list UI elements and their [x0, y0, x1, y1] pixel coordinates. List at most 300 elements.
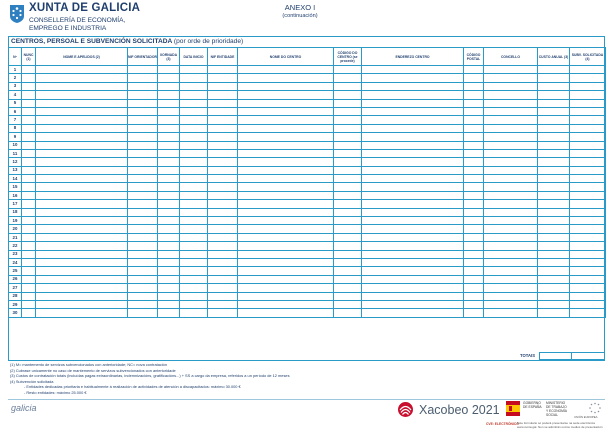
table-cell[interactable]: [538, 258, 570, 266]
table-cell[interactable]: [238, 267, 334, 275]
table-cell[interactable]: [158, 225, 180, 233]
table-cell[interactable]: [36, 91, 128, 99]
table-cell[interactable]: [208, 175, 238, 183]
table-cell[interactable]: [128, 74, 158, 82]
table-cell[interactable]: [484, 74, 538, 82]
table-cell[interactable]: [22, 133, 36, 141]
table-cell[interactable]: [464, 175, 484, 183]
table-cell[interactable]: [238, 292, 334, 300]
table-cell[interactable]: [362, 250, 464, 258]
table-cell[interactable]: [208, 300, 238, 308]
table-cell[interactable]: [208, 124, 238, 132]
table-cell[interactable]: [36, 191, 128, 199]
table-cell[interactable]: [180, 175, 208, 183]
table-cell[interactable]: [362, 133, 464, 141]
table-cell[interactable]: [334, 250, 362, 258]
table-cell[interactable]: [128, 275, 158, 283]
table-cell[interactable]: [538, 267, 570, 275]
table-cell[interactable]: [238, 258, 334, 266]
table-cell[interactable]: [238, 141, 334, 149]
table-cell[interactable]: [570, 275, 606, 283]
table-cell[interactable]: [36, 284, 128, 292]
table-cell[interactable]: [22, 74, 36, 82]
table-cell[interactable]: [484, 267, 538, 275]
table-cell[interactable]: [334, 158, 362, 166]
table-cell[interactable]: [22, 258, 36, 266]
table-cell[interactable]: [570, 74, 606, 82]
table-cell[interactable]: [484, 233, 538, 241]
table-cell[interactable]: [36, 124, 128, 132]
table-cell[interactable]: [128, 183, 158, 191]
table-cell[interactable]: [158, 292, 180, 300]
table-cell[interactable]: [570, 258, 606, 266]
table-cell[interactable]: [128, 258, 158, 266]
table-cell[interactable]: [36, 133, 128, 141]
table-cell[interactable]: [22, 158, 36, 166]
table-cell[interactable]: [128, 309, 158, 317]
table-cell[interactable]: [180, 191, 208, 199]
table-cell[interactable]: [128, 124, 158, 132]
table-cell[interactable]: [36, 292, 128, 300]
table-cell[interactable]: [334, 208, 362, 216]
table-cell[interactable]: [128, 191, 158, 199]
table-cell[interactable]: [22, 166, 36, 174]
table-cell[interactable]: [208, 217, 238, 225]
table-cell[interactable]: [22, 250, 36, 258]
table-cell[interactable]: [464, 225, 484, 233]
table-cell[interactable]: [464, 200, 484, 208]
table-cell[interactable]: [22, 242, 36, 250]
table-cell[interactable]: [464, 275, 484, 283]
table-cell[interactable]: [362, 284, 464, 292]
table-cell[interactable]: [22, 217, 36, 225]
table-cell[interactable]: [484, 107, 538, 115]
table-cell[interactable]: [238, 309, 334, 317]
table-cell[interactable]: [538, 284, 570, 292]
table-cell[interactable]: [22, 284, 36, 292]
table-cell[interactable]: [208, 74, 238, 82]
table-cell[interactable]: [362, 149, 464, 157]
table-cell[interactable]: [238, 250, 334, 258]
table-cell[interactable]: [158, 275, 180, 283]
table-cell[interactable]: [464, 309, 484, 317]
table-cell[interactable]: [22, 149, 36, 157]
table-cell[interactable]: [158, 191, 180, 199]
table-cell[interactable]: [208, 158, 238, 166]
table-cell[interactable]: [538, 149, 570, 157]
table-cell[interactable]: [208, 66, 238, 74]
table-cell[interactable]: [464, 300, 484, 308]
table-cell[interactable]: [538, 141, 570, 149]
table-cell[interactable]: [334, 99, 362, 107]
table-cell[interactable]: [36, 300, 128, 308]
table-cell[interactable]: [570, 133, 606, 141]
table-cell[interactable]: [570, 149, 606, 157]
table-cell[interactable]: [484, 217, 538, 225]
table-cell[interactable]: [334, 191, 362, 199]
table-cell[interactable]: [158, 208, 180, 216]
table-cell[interactable]: [238, 133, 334, 141]
table-cell[interactable]: [128, 82, 158, 90]
table-cell[interactable]: [158, 82, 180, 90]
table-cell[interactable]: [334, 141, 362, 149]
table-cell[interactable]: [128, 166, 158, 174]
table-cell[interactable]: [36, 82, 128, 90]
table-cell[interactable]: [538, 183, 570, 191]
table-cell[interactable]: [464, 124, 484, 132]
table-cell[interactable]: [362, 183, 464, 191]
table-cell[interactable]: [484, 225, 538, 233]
table-cell[interactable]: [570, 292, 606, 300]
table-cell[interactable]: [334, 91, 362, 99]
table-cell[interactable]: [36, 275, 128, 283]
table-cell[interactable]: [464, 258, 484, 266]
table-cell[interactable]: [22, 191, 36, 199]
table-cell[interactable]: [464, 149, 484, 157]
table-cell[interactable]: [158, 309, 180, 317]
table-cell[interactable]: [22, 91, 36, 99]
table-cell[interactable]: [334, 275, 362, 283]
table-cell[interactable]: [22, 66, 36, 74]
table-cell[interactable]: [362, 124, 464, 132]
table-cell[interactable]: [484, 275, 538, 283]
table-cell[interactable]: [570, 175, 606, 183]
table-cell[interactable]: [538, 275, 570, 283]
table-cell[interactable]: [158, 66, 180, 74]
table-cell[interactable]: [128, 200, 158, 208]
table-cell[interactable]: [238, 107, 334, 115]
table-cell[interactable]: [208, 267, 238, 275]
table-cell[interactable]: [538, 66, 570, 74]
table-cell[interactable]: [128, 99, 158, 107]
table-cell[interactable]: [208, 149, 238, 157]
table-cell[interactable]: [36, 107, 128, 115]
table-cell[interactable]: [538, 74, 570, 82]
table-cell[interactable]: [484, 292, 538, 300]
table-cell[interactable]: [128, 175, 158, 183]
table-cell[interactable]: [36, 309, 128, 317]
table-cell[interactable]: [464, 133, 484, 141]
table-cell[interactable]: [362, 82, 464, 90]
table-cell[interactable]: [538, 175, 570, 183]
table-cell[interactable]: [570, 91, 606, 99]
table-cell[interactable]: [208, 133, 238, 141]
table-cell[interactable]: [158, 91, 180, 99]
table-cell[interactable]: [208, 107, 238, 115]
table-cell[interactable]: [538, 292, 570, 300]
table-cell[interactable]: [238, 116, 334, 124]
table-cell[interactable]: [22, 233, 36, 241]
table-cell[interactable]: [334, 66, 362, 74]
table-cell[interactable]: [238, 183, 334, 191]
table-cell[interactable]: [238, 284, 334, 292]
table-cell[interactable]: [208, 292, 238, 300]
table-cell[interactable]: [362, 275, 464, 283]
table-cell[interactable]: [208, 200, 238, 208]
table-cell[interactable]: [538, 217, 570, 225]
table-cell[interactable]: [238, 91, 334, 99]
table-cell[interactable]: [128, 141, 158, 149]
table-cell[interactable]: [180, 258, 208, 266]
table-cell[interactable]: [208, 82, 238, 90]
table-cell[interactable]: [464, 191, 484, 199]
table-cell[interactable]: [158, 200, 180, 208]
table-cell[interactable]: [570, 99, 606, 107]
table-cell[interactable]: [362, 66, 464, 74]
table-cell[interactable]: [238, 74, 334, 82]
table-cell[interactable]: [362, 233, 464, 241]
table-cell[interactable]: [464, 267, 484, 275]
table-cell[interactable]: [36, 217, 128, 225]
table-cell[interactable]: [158, 250, 180, 258]
table-cell[interactable]: [362, 242, 464, 250]
table-cell[interactable]: [334, 175, 362, 183]
totals-custo-cell[interactable]: [539, 352, 572, 360]
table-cell[interactable]: [180, 300, 208, 308]
table-cell[interactable]: [180, 208, 208, 216]
table-cell[interactable]: [570, 250, 606, 258]
table-cell[interactable]: [128, 66, 158, 74]
table-cell[interactable]: [180, 91, 208, 99]
table-cell[interactable]: [484, 116, 538, 124]
table-cell[interactable]: [36, 233, 128, 241]
table-cell[interactable]: [362, 309, 464, 317]
table-cell[interactable]: [464, 66, 484, 74]
table-cell[interactable]: [158, 124, 180, 132]
table-cell[interactable]: [570, 183, 606, 191]
table-cell[interactable]: [570, 267, 606, 275]
table-cell[interactable]: [36, 242, 128, 250]
table-cell[interactable]: [570, 82, 606, 90]
table-cell[interactable]: [180, 107, 208, 115]
table-cell[interactable]: [36, 149, 128, 157]
table-cell[interactable]: [128, 267, 158, 275]
table-cell[interactable]: [208, 242, 238, 250]
table-cell[interactable]: [208, 309, 238, 317]
table-cell[interactable]: [158, 158, 180, 166]
table-cell[interactable]: [22, 300, 36, 308]
table-cell[interactable]: [208, 191, 238, 199]
table-cell[interactable]: [362, 225, 464, 233]
table-cell[interactable]: [22, 82, 36, 90]
table-cell[interactable]: [22, 208, 36, 216]
table-cell[interactable]: [538, 300, 570, 308]
table-cell[interactable]: [484, 200, 538, 208]
table-cell[interactable]: [36, 116, 128, 124]
table-cell[interactable]: [158, 242, 180, 250]
table-cell[interactable]: [464, 233, 484, 241]
table-cell[interactable]: [158, 217, 180, 225]
table-cell[interactable]: [22, 309, 36, 317]
table-cell[interactable]: [180, 66, 208, 74]
table-cell[interactable]: [570, 225, 606, 233]
table-cell[interactable]: [538, 133, 570, 141]
table-cell[interactable]: [22, 267, 36, 275]
table-cell[interactable]: [538, 191, 570, 199]
table-cell[interactable]: [484, 149, 538, 157]
table-cell[interactable]: [128, 116, 158, 124]
table-cell[interactable]: [36, 250, 128, 258]
table-cell[interactable]: [362, 175, 464, 183]
table-cell[interactable]: [362, 116, 464, 124]
table-cell[interactable]: [570, 107, 606, 115]
table-cell[interactable]: [180, 200, 208, 208]
table-cell[interactable]: [570, 191, 606, 199]
table-cell[interactable]: [570, 116, 606, 124]
table-cell[interactable]: [36, 99, 128, 107]
table-cell[interactable]: [158, 99, 180, 107]
table-cell[interactable]: [334, 242, 362, 250]
table-cell[interactable]: [464, 250, 484, 258]
table-cell[interactable]: [464, 292, 484, 300]
table-cell[interactable]: [22, 275, 36, 283]
table-cell[interactable]: [238, 208, 334, 216]
table-cell[interactable]: [158, 284, 180, 292]
table-cell[interactable]: [158, 175, 180, 183]
table-cell[interactable]: [538, 200, 570, 208]
table-cell[interactable]: [180, 149, 208, 157]
table-cell[interactable]: [180, 166, 208, 174]
table-cell[interactable]: [128, 107, 158, 115]
table-cell[interactable]: [484, 309, 538, 317]
table-cell[interactable]: [570, 66, 606, 74]
table-cell[interactable]: [22, 116, 36, 124]
table-cell[interactable]: [538, 107, 570, 115]
table-cell[interactable]: [128, 284, 158, 292]
table-cell[interactable]: [362, 158, 464, 166]
table-cell[interactable]: [158, 116, 180, 124]
table-cell[interactable]: [208, 208, 238, 216]
table-cell[interactable]: [128, 242, 158, 250]
table-cell[interactable]: [238, 275, 334, 283]
table-cell[interactable]: [570, 284, 606, 292]
table-cell[interactable]: [464, 99, 484, 107]
table-cell[interactable]: [238, 242, 334, 250]
table-cell[interactable]: [362, 99, 464, 107]
table-cell[interactable]: [538, 158, 570, 166]
table-cell[interactable]: [208, 233, 238, 241]
table-cell[interactable]: [464, 166, 484, 174]
table-cell[interactable]: [36, 158, 128, 166]
table-cell[interactable]: [22, 292, 36, 300]
table-cell[interactable]: [180, 183, 208, 191]
table-cell[interactable]: [22, 99, 36, 107]
table-cell[interactable]: [180, 250, 208, 258]
table-cell[interactable]: [484, 91, 538, 99]
table-cell[interactable]: [22, 200, 36, 208]
table-cell[interactable]: [570, 124, 606, 132]
table-cell[interactable]: [538, 99, 570, 107]
table-cell[interactable]: [334, 166, 362, 174]
table-cell[interactable]: [238, 66, 334, 74]
table-cell[interactable]: [128, 300, 158, 308]
table-cell[interactable]: [464, 74, 484, 82]
table-cell[interactable]: [180, 217, 208, 225]
table-cell[interactable]: [570, 217, 606, 225]
table-cell[interactable]: [36, 183, 128, 191]
table-cell[interactable]: [128, 133, 158, 141]
table-cell[interactable]: [464, 158, 484, 166]
table-cell[interactable]: [334, 284, 362, 292]
table-cell[interactable]: [484, 242, 538, 250]
table-cell[interactable]: [334, 267, 362, 275]
table-cell[interactable]: [36, 141, 128, 149]
table-cell[interactable]: [158, 258, 180, 266]
table-cell[interactable]: [362, 292, 464, 300]
table-cell[interactable]: [36, 208, 128, 216]
table-cell[interactable]: [238, 300, 334, 308]
table-cell[interactable]: [334, 124, 362, 132]
table-cell[interactable]: [180, 116, 208, 124]
table-cell[interactable]: [538, 242, 570, 250]
table-cell[interactable]: [128, 233, 158, 241]
table-cell[interactable]: [570, 166, 606, 174]
table-cell[interactable]: [180, 99, 208, 107]
table-cell[interactable]: [484, 258, 538, 266]
table-cell[interactable]: [334, 200, 362, 208]
table-cell[interactable]: [238, 225, 334, 233]
table-cell[interactable]: [538, 233, 570, 241]
table-cell[interactable]: [22, 225, 36, 233]
table-cell[interactable]: [180, 267, 208, 275]
table-cell[interactable]: [180, 74, 208, 82]
table-cell[interactable]: [538, 309, 570, 317]
table-cell[interactable]: [464, 208, 484, 216]
table-cell[interactable]: [158, 166, 180, 174]
table-cell[interactable]: [180, 284, 208, 292]
table-cell[interactable]: [538, 166, 570, 174]
table-cell[interactable]: [362, 141, 464, 149]
table-cell[interactable]: [208, 166, 238, 174]
table-cell[interactable]: [464, 183, 484, 191]
table-cell[interactable]: [238, 158, 334, 166]
table-cell[interactable]: [464, 116, 484, 124]
table-cell[interactable]: [238, 82, 334, 90]
table-cell[interactable]: [362, 91, 464, 99]
table-cell[interactable]: [538, 91, 570, 99]
table-cell[interactable]: [158, 107, 180, 115]
table-cell[interactable]: [484, 99, 538, 107]
table-cell[interactable]: [334, 292, 362, 300]
table-cell[interactable]: [36, 225, 128, 233]
table-cell[interactable]: [334, 217, 362, 225]
table-cell[interactable]: [208, 183, 238, 191]
table-cell[interactable]: [362, 191, 464, 199]
table-cell[interactable]: [180, 225, 208, 233]
table-cell[interactable]: [538, 208, 570, 216]
table-cell[interactable]: [334, 107, 362, 115]
table-cell[interactable]: [334, 309, 362, 317]
table-cell[interactable]: [484, 141, 538, 149]
table-cell[interactable]: [158, 300, 180, 308]
table-cell[interactable]: [570, 242, 606, 250]
table-cell[interactable]: [180, 124, 208, 132]
table-cell[interactable]: [128, 158, 158, 166]
table-cell[interactable]: [22, 141, 36, 149]
table-cell[interactable]: [538, 116, 570, 124]
table-cell[interactable]: [22, 183, 36, 191]
table-cell[interactable]: [238, 191, 334, 199]
table-cell[interactable]: [484, 82, 538, 90]
table-cell[interactable]: [208, 91, 238, 99]
table-cell[interactable]: [570, 309, 606, 317]
table-cell[interactable]: [180, 292, 208, 300]
table-cell[interactable]: [128, 292, 158, 300]
table-cell[interactable]: [484, 158, 538, 166]
table-cell[interactable]: [484, 300, 538, 308]
table-cell[interactable]: [362, 208, 464, 216]
table-cell[interactable]: [484, 175, 538, 183]
